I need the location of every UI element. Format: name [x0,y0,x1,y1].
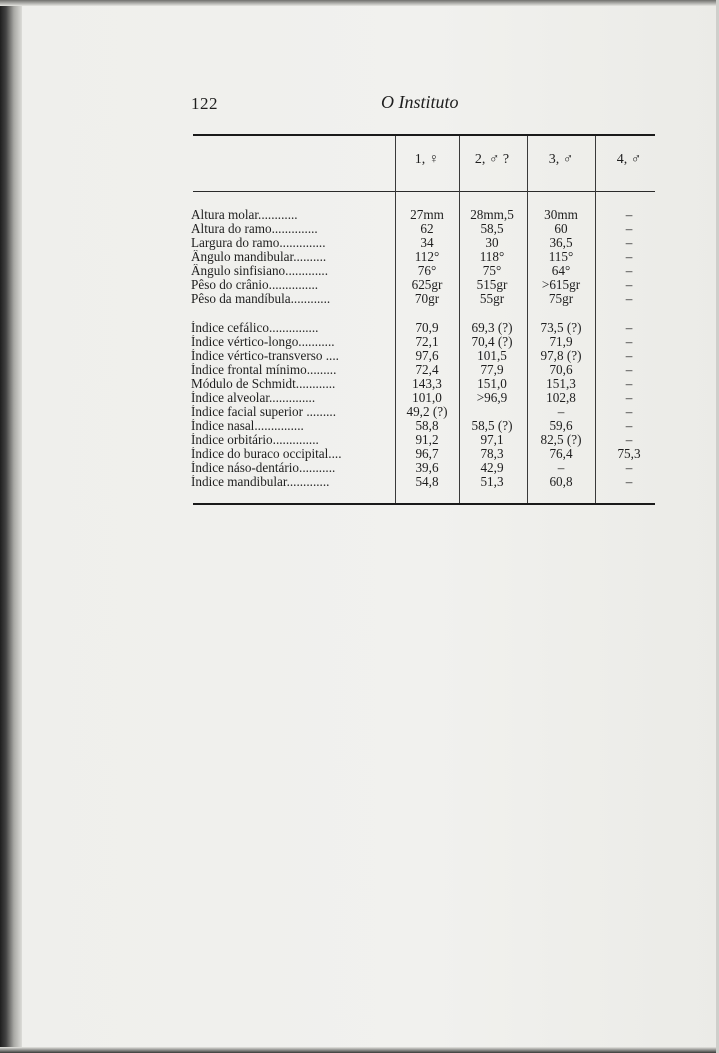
table-row [0,447,719,461]
cell-1: 76° [417,263,437,278]
row-label: Pêso da mandíbula............ [191,292,331,306]
cell-3: 151,3 [546,376,576,391]
cell-1: 34 [420,235,434,250]
cell-4: – [625,320,633,335]
column-header-4: 4, ♂ [616,152,642,167]
cell-1: 49,2 (?) [406,404,448,419]
row-label: Largura do ramo.............. [191,236,326,250]
row-label: Altura molar............ [191,208,298,222]
cell-2: 58,5 (?) [471,418,513,433]
cell-1: 72,4 [415,362,439,377]
table-row [0,250,719,264]
table-row [0,292,719,306]
table-row [0,391,719,405]
cell-1: 27mm [410,207,444,222]
cell-2: 58,5 [480,221,504,236]
table-row [0,349,719,363]
row-label: Ângulo sinfisiano............. [191,264,329,278]
row-label: Índice vértico-longo........... [191,335,335,349]
table-row [0,222,719,236]
row-label: Índice náso-dentário........... [191,461,336,475]
cell-2: 30 [485,235,499,250]
cell-1: 625gr [411,277,443,292]
column-header-3: 3, ♂ [548,152,574,167]
cell-4: – [625,235,633,250]
cell-2: 515gr [476,277,508,292]
cell-2: 77,9 [480,362,504,377]
cell-3: 70,6 [549,362,573,377]
row-label: Índice orbitário.............. [191,433,319,447]
cell-4: – [625,207,633,222]
cell-4: – [625,249,633,264]
cell-2: 75° [482,263,502,278]
cell-3: 82,5 (?) [540,432,582,447]
table-row [0,321,719,335]
cell-2: 151,0 [477,376,507,391]
row-label: Índice frontal mínimo......... [191,363,337,377]
cell-1: 91,2 [415,432,439,447]
cell-3: 36,5 [549,235,573,250]
cell-2: 78,3 [480,446,504,461]
row-label: Módulo de Schmidt............ [191,377,336,391]
table-header-rule [193,191,655,192]
cell-4: – [625,474,633,489]
row-label: Pêso do crânio............... [191,278,319,292]
cell-3: >615gr [541,277,581,292]
table-row [0,419,719,433]
cell-4: – [625,432,633,447]
cell-1: 70,9 [415,320,439,335]
cell-3: 64° [551,263,571,278]
column-header-1: 1, ♀ [414,152,440,167]
row-label: Índice alveolar.............. [191,391,316,405]
row-label: Índice mandibular............. [191,475,330,489]
cell-4: – [625,348,633,363]
cell-1: 143,3 [412,376,442,391]
cell-1: 62 [420,221,434,236]
cell-3: 76,4 [549,446,573,461]
table-row [0,475,719,489]
cell-4: – [625,277,633,292]
cell-2: 101,5 [477,348,507,363]
cell-2: 55gr [479,291,505,306]
cell-4: – [625,404,633,419]
table-row [0,461,719,475]
cell-1: 54,8 [415,474,439,489]
cell-4: 75,3 [617,446,641,461]
cell-1: 112° [414,249,440,264]
cell-3: 71,9 [549,334,573,349]
cell-1: 96,7 [415,446,439,461]
table-row [0,363,719,377]
cell-1: 39,6 [415,460,439,475]
cell-3: 59,6 [549,418,573,433]
page-top-edge [0,0,719,6]
cell-2: 70,4 (?) [471,334,513,349]
cell-1: 58,8 [415,418,439,433]
table-top-rule [193,134,655,136]
cell-4: – [625,376,633,391]
cell-3: 60,8 [549,474,573,489]
cell-4: – [625,460,633,475]
cell-4: – [625,221,633,236]
cell-1: 101,0 [412,390,442,405]
table-bottom-rule [193,503,655,505]
table-row [0,278,719,292]
row-label: Índice cefálico............... [191,321,319,335]
table-row [0,433,719,447]
cell-1: 97,6 [415,348,439,363]
cell-3: 102,8 [546,390,576,405]
cell-2: 51,3 [480,474,504,489]
show-through-text [470,510,670,930]
cell-2: 118° [479,249,505,264]
row-label: Altura do ramo.............. [191,222,318,236]
cell-3: 97,8 (?) [540,348,582,363]
cell-3: 75gr [548,291,574,306]
page-number: 122 [191,94,218,113]
table-row [0,208,719,222]
cell-4: – [625,390,633,405]
table-row [0,377,719,391]
page-bottom-edge [0,1047,719,1053]
table-row [0,335,719,349]
cell-1: 70gr [414,291,440,306]
row-label: Índice vértico-transverso .... [191,349,339,363]
cell-3: 73,5 (?) [540,320,582,335]
row-label: Índice nasal............... [191,419,304,433]
cell-2: 28mm,5 [470,207,514,222]
cell-1: 72,1 [415,334,439,349]
cell-4: – [625,362,633,377]
cell-3: – [557,460,565,475]
table-row [0,236,719,250]
cell-2: >96,9 [476,390,508,405]
row-label: Índice facial superior ......... [191,405,337,419]
row-label: Ângulo mandibular.......... [191,250,327,264]
running-title: O Instituto [381,92,459,112]
cell-4: – [625,263,633,278]
cell-3: 30mm [544,207,578,222]
cell-3: – [557,404,565,419]
cell-2: 97,1 [480,432,504,447]
table-row [0,405,719,419]
cell-3: 60 [554,221,568,236]
book-binding-shadow [0,0,22,1053]
cell-4: – [625,291,633,306]
cell-2: 69,3 (?) [471,320,513,335]
cell-4: – [625,334,633,349]
cell-2: 42,9 [480,460,504,475]
cell-4: – [625,418,633,433]
row-label: Índice do buraco occipital.... [191,447,342,461]
cell-3: 115° [548,249,574,264]
table-row [0,264,719,278]
column-header-2: 2, ♂ ? [474,152,510,167]
